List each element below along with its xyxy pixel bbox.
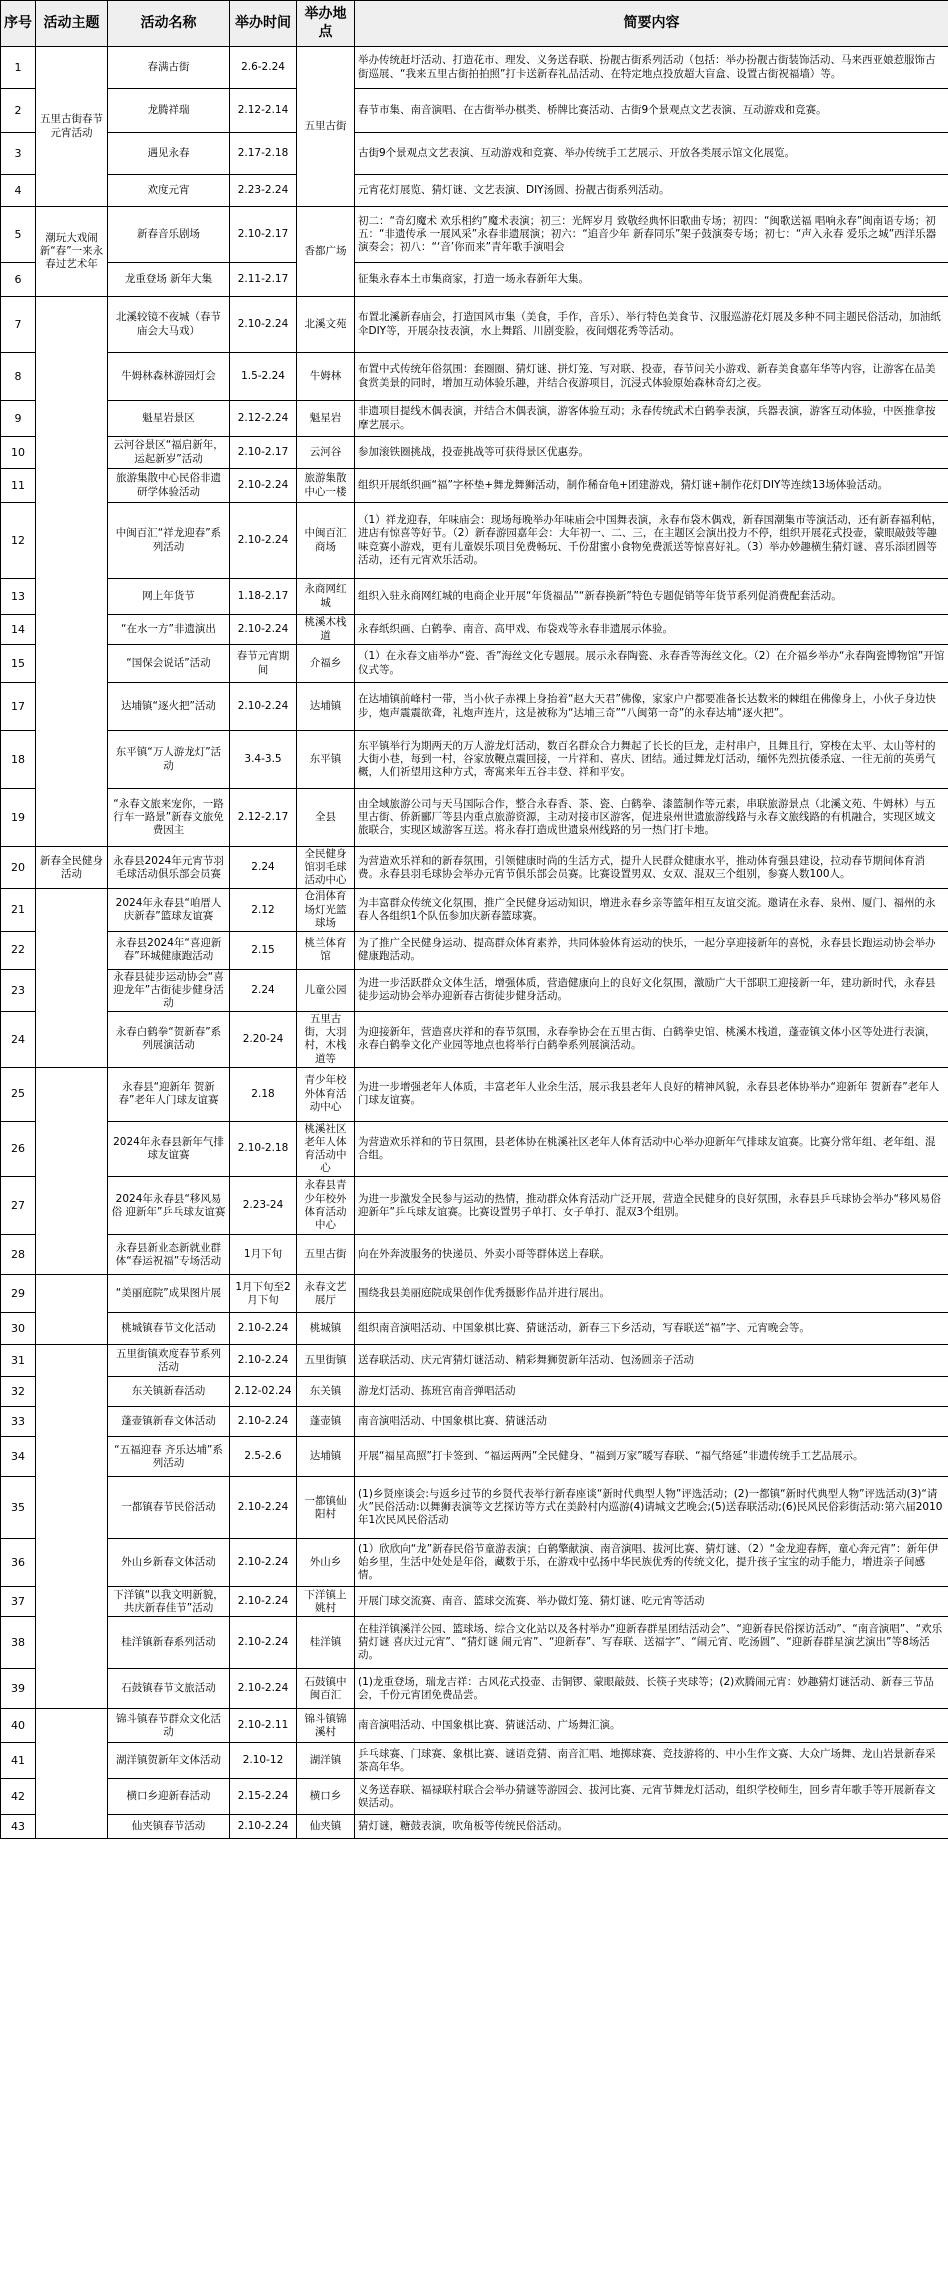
activity-description: 开展门球交流赛、南音、篮球交流赛、举办做灯笼、猜灯谜、吃元宵等活动 [355,1587,948,1617]
theme-cell [36,1709,108,1839]
activity-place: 达埔镇 [297,683,355,731]
activity-name: 仙夹镇春节活动 [108,1815,230,1839]
row-number: 32 [1,1377,36,1407]
activity-name: 魁星岩景区 [108,401,230,437]
activity-time: 2.18 [230,1067,297,1121]
activity-time: 3.4-3.5 [230,731,297,789]
theme-cell: 五里古街春节元宵活动 [36,47,108,207]
activity-time: 2.24 [230,969,297,1011]
table-body [1,47,948,1839]
activity-name: 桃城镇春节文化活动 [108,1313,230,1345]
table-row [1,1743,948,1779]
activity-description: 元宵花灯展览、猜灯谜、文艺表演、DIY汤圆、扮靓古街系列活动。 [355,175,948,207]
activity-name: 达埔镇“逐火把”活动 [108,683,230,731]
activity-place: 石鼓镇中闽百汇 [297,1669,355,1709]
activity-place: 达埔镇 [297,1437,355,1477]
activity-place: 桃兰体育馆 [297,931,355,969]
table-row [1,1275,948,1313]
activity-description: (1)乡贤座谈会:与返乡过节的乡贤代表举行新春座谈“新时代典型人物”评选活动；(2)一都镇“新时代典型人物”评选活动(3)“请火”民俗活动:以舞狮表演等文艺探访等方式在美龄村内巡游(4)请城文艺晚会;(5)送春联活动;(6)民风民俗彩街活动:第六届2010年1次民风民俗活动 [355,1477,948,1539]
activity-description: 春节市集、南音演唱、在古街举办棋类、桥牌比赛活动、古街9个景观点文艺表演、互动游戏和竞赛。 [355,89,948,133]
activity-name: 龙腾祥瑞 [108,89,230,133]
row-number: 43 [1,1815,36,1839]
activity-place: 牛姆林 [297,353,355,401]
activity-time: 2.10-2.18 [230,1121,297,1177]
activity-name: 湖洋镇贺新年文体活动 [108,1743,230,1779]
table-header-row [1,1,948,47]
table-row [1,789,948,847]
activity-name: 牛姆林森林游园灯会 [108,353,230,401]
activity-description: 送春联活动、庆元宵猜灯谜活动、精彩舞狮贺新年活动、包汤圆亲子活动 [355,1345,948,1377]
activity-place: 永春文艺展厅 [297,1275,355,1313]
activity-description: 猜灯谜，糖鼓表演，吹角板等传统民俗活动。 [355,1815,948,1839]
header-no: 序号 [1,1,36,47]
activity-description: 开展“福星高照”打卡签到、“福运两两”全民健身、“福到万家”暖写春联、“福气络延”非遗传统手工艺品展示。 [355,1437,948,1477]
row-number: 42 [1,1779,36,1815]
header-time: 举办时间 [230,1,297,47]
activity-description: 南音演唱活动、中国象棋比赛、猜谜活动、广场舞汇演。 [355,1709,948,1743]
activity-time: 2.10-2.24 [230,615,297,645]
row-number: 11 [1,469,36,503]
activity-place: 五里古街，大羽村，木栈道等 [297,1012,355,1068]
table-row [1,579,948,615]
activity-time: 2.24 [230,847,297,889]
activity-place: 魁星岩 [297,401,355,437]
activity-place: 云河谷 [297,437,355,469]
activity-name: 永春县“迎新年 贺新春”老年人门球友谊赛 [108,1067,230,1121]
activity-place: 桃溪木栈道 [297,615,355,645]
activity-time: 1月下旬 [230,1235,297,1275]
row-number: 15 [1,645,36,683]
activity-description: 在达埔镇前峰村一带，当小伙子赤裸上身抬着“赵大天君”佛像，家家户户都要准备长达数米的棘组在佛像身上，小伙子身边快步，炮声震震欲聋，礼炮声连片，这是被称为“达埔三奇”“八闽第一奇”的永春达埔“逐火把”。 [355,683,948,731]
activity-name: 新春音乐剧场 [108,207,230,263]
activity-description: 为进一步激发全民参与运动的热情，推动群众体育活动广泛开展，营造全民健身的良好氛围，永春县乒乓球协会举办“移风易俗 迎新年”乒乓球友谊赛。比赛设置男子单打、女子单打、混双3个组别。 [355,1177,948,1235]
activity-name: 永春白鹤拳“贺新春”系列展演活动 [108,1012,230,1068]
activity-time: 2.10-2.24 [230,1815,297,1839]
activity-place: 横口乡 [297,1779,355,1815]
activity-place: 五里古街 [297,1235,355,1275]
activity-time: 2.10-2.24 [230,503,297,579]
activity-description: 为进一步活跃群众文体生活，增强体质，营造健康向上的良好文化氛围，激励广大干部职工迎接新一年，建功新时代，永春县徒步运动协会举办迎新春古街徒步健身活动。 [355,969,948,1011]
activity-name: 遇见永春 [108,133,230,175]
row-number: 22 [1,931,36,969]
row-number: 17 [1,683,36,731]
theme-cell [36,297,108,847]
activity-description: 为迎接新年，营造喜庆祥和的春节氛围，永春拳协会在五里古街、白鹤拳史馆、桃溪木栈道，蓬壶镇文体小区等处进行表演，永春白鹤拳文化产业园等地点也将举行白鹤拳系列展演活动。 [355,1012,948,1068]
table-row [1,1012,948,1068]
activity-time: 2.10-2.24 [230,469,297,503]
activity-name: 旅游集散中心民俗非遗研学体验活动 [108,469,230,503]
activity-description: 在桂洋镇溪洋公园、篮球场、综合文化站以及各村举办“迎新春群星团结活动会”、“迎新春民俗探访活动”、“南音演唱”、“欢乐猜灯谜 喜庆过元宵”、“猜灯谜 闹元宵”、“迎新春”、写春联、送福字”、“闹元宵、吃汤圆”、“迎新春群星演艺演出”等8场活动。 [355,1617,948,1669]
activity-description: （1）在永春文庙举办“瓷、香”海丝文化专题展。展示永春陶瓷、永春香等海丝文化。（2）在介福乡举办“永春陶瓷博物馆”开馆仪式等。 [355,645,948,683]
row-number: 12 [1,503,36,579]
row-number: 29 [1,1275,36,1313]
row-number: 34 [1,1437,36,1477]
table-row [1,1377,948,1407]
activity-place: 东关镇 [297,1377,355,1407]
row-number: 19 [1,789,36,847]
activity-time: 2.6-2.24 [230,47,297,89]
activity-description: 组织入驻永商网红城的电商企业开展“年货福品”“新春换新”特色专题促销等年货节系列促消费配套活动。 [355,579,948,615]
activity-description: 布置中式传统年俗氛围：套圈圈、猜灯谜、拼灯笼、写对联、投壶，春节问关小游戏、新春美食嘉年华等内容，让游客在品美食赏美景的同时，增加互动体验乐趣，并结合夜游项目，沉浸式体验原始森林奇幻之夜。 [355,353,948,401]
activity-time: 2.10-2.24 [230,1313,297,1345]
row-number: 39 [1,1669,36,1709]
activity-time: 2.23-2.24 [230,175,297,207]
activity-time: 1月下旬至2月下旬 [230,1275,297,1313]
activity-time: 1.5-2.24 [230,353,297,401]
table-row [1,1617,948,1669]
activity-description: 乒乓球赛、门球赛、象棋比赛、谜语竞猜、南音汇唱、地掷球赛、竞技游将的、中小生作文赛、大众广场舞、龙山岩景新春采茶高年华。 [355,1743,948,1779]
activity-place: 桃溪社区老年人体育活动中心 [297,1121,355,1177]
activity-name: 欢度元宵 [108,175,230,207]
activity-name: 东平镇“万人游龙灯”活动 [108,731,230,789]
row-number: 13 [1,579,36,615]
table-row [1,89,948,133]
table-row [1,969,948,1011]
table-row [1,207,948,263]
activity-time: 2.20-24 [230,1012,297,1068]
activity-description: (1）欣欣向“龙”新春民俗节童游表演；白鹤擎献演、南音演唱、拔河比赛、猜灯谜、（2）“金龙迎春辉，童心奔元宵”：新年伊始乡里，生活中处处是年俗，藏数于乐，在游戏中弘扬中华民族优秀的传统文化，提升孩子宝宝的动手能力，增进亲子间感情。 [355,1539,948,1587]
row-number: 10 [1,437,36,469]
activity-name: 下洋镇“以我文明新貌，共庆新春佳节”活动 [108,1587,230,1617]
activity-place: 五里古街 [297,47,355,207]
activity-time: 2.10-2.24 [230,1669,297,1709]
activity-time: 2.12-2.24 [230,401,297,437]
activity-time: 2.10-2.24 [230,1587,297,1617]
table-row [1,683,948,731]
activity-name: 蓬壶镇新春文体活动 [108,1407,230,1437]
table-row [1,1407,948,1437]
table-row [1,175,948,207]
activity-description: 围绕我县美丽庭院成果创作优秀摄影作品并进行展出。 [355,1275,948,1313]
activity-description: 游龙灯活动、拣班宫南音弹唱活动 [355,1377,948,1407]
activity-place: 桂洋镇 [297,1617,355,1669]
activity-name: 永春县徒步运动协会“喜迎龙年”古街徒步健身活动 [108,969,230,1011]
activity-description: (1)龙重登场，瑞龙吉祥：古风花式投壶、击铜锣、蒙眼敲鼓、长筷子夹球等；(2)欢腾闹元宵：妙趣猜灯谜活动、新春三节品会，千份元宵团免费品尝。 [355,1669,948,1709]
table-row [1,297,948,353]
table-row [1,401,948,437]
table-row [1,1437,948,1477]
activity-time: 2.23-24 [230,1177,297,1235]
activity-name: 桂洋镇新春系列活动 [108,1617,230,1669]
activity-description: 为营造欢乐祥和的节日氛围，县老体协在桃溪社区老年人体育活动中心举办迎新年气排球友谊赛。比赛分常年组、老年组、混合组。 [355,1121,948,1177]
row-number: 5 [1,207,36,263]
activity-place: 永商网红城 [297,579,355,615]
table-row [1,1477,948,1539]
activity-time: 2.10-2.24 [230,297,297,353]
activity-name: 五里街镇欢度春节系列活动 [108,1345,230,1377]
activity-place: 旅游集散中心一楼 [297,469,355,503]
activity-description: 举办传统赶圩活动、打造花市、理发、义务送春联、扮靓古街系列活动（包括：举办扮靓古街装饰活动、马来西亚娘惹服饰古街巡展、“我来五里古街拍拍照”打卡送新春礼品活动、在特定地点投放超大盲盒、设置古街祝福墙）等。 [355,47,948,89]
header-place: 举办地点 [297,1,355,47]
activity-name: 春满古街 [108,47,230,89]
table-row [1,615,948,645]
activity-time: 2.12-2.14 [230,89,297,133]
activity-name: 2024年永春县新年气排球友谊赛 [108,1121,230,1177]
theme-cell: 新春全民健身活动 [36,847,108,889]
row-number: 37 [1,1587,36,1617]
activity-place: 北溪文苑 [297,297,355,353]
table-row [1,133,948,175]
row-number: 28 [1,1235,36,1275]
row-number: 25 [1,1067,36,1121]
row-number: 30 [1,1313,36,1345]
activity-time: 2.10-2.11 [230,1709,297,1743]
row-number: 36 [1,1539,36,1587]
header-theme: 活动主题 [36,1,108,47]
row-number: 4 [1,175,36,207]
activity-name: 云河谷景区“福启新年，运起新岁”活动 [108,437,230,469]
activity-description: 参加滚铁圈挑战，投壶挑战等可获得景区优惠券。 [355,437,948,469]
theme-cell [36,889,108,1067]
row-number: 14 [1,615,36,645]
activity-description: 非遗项目提线木偶表演，并结合木偶表演，游客体验互动；永春传统武术白鹤拳表演，兵器表演，游客互动体验，中医推拿按摩艺展示。 [355,401,948,437]
activity-description: 向在外奔波服务的快递员、外卖小哥等群体送上春联。 [355,1235,948,1275]
table-row [1,1067,948,1121]
activity-description: 为了推广全民健身运动、提高群众体育素养，共同体验体育运动的快乐，一起分享迎接新年的喜悦，永春县长跑运动协会举办健康跑活动。 [355,931,948,969]
activity-time: 2.15-2.24 [230,1779,297,1815]
activity-time: 2.10-2.24 [230,1407,297,1437]
table-row [1,731,948,789]
activity-place: 儿童公园 [297,969,355,1011]
activity-time: 2.5-2.6 [230,1437,297,1477]
activity-place: 蓬壶镇 [297,1407,355,1437]
table-row [1,889,948,931]
header-name: 活动名称 [108,1,230,47]
row-number: 26 [1,1121,36,1177]
table-row [1,1815,948,1839]
activity-place: 五里街镇 [297,1345,355,1377]
activity-description: 组织南音演唱活动、中国象棋比赛、猜谜活动，新春三下乡活动，写春联送“福”字、元宵晚会等。 [355,1313,948,1345]
activity-time: 2.10-2.24 [230,1477,297,1539]
table-row [1,1121,948,1177]
activity-place: 湖洋镇 [297,1743,355,1779]
activity-time: 2.10-2.24 [230,1539,297,1587]
row-number: 2 [1,89,36,133]
activity-name: 一都镇春节民俗活动 [108,1477,230,1539]
activity-description: 南音演唱活动、中国象棋比赛、猜谜活动 [355,1407,948,1437]
activity-time: 2.17-2.18 [230,133,297,175]
row-number: 23 [1,969,36,1011]
theme-cell [36,1345,108,1709]
activity-name: 2024年永春县“咱厝人 庆新春”篮球友谊赛 [108,889,230,931]
table-row [1,1587,948,1617]
row-number: 9 [1,401,36,437]
activity-description: 组织开展纸织画“福”字杯垫+舞龙舞狮活动，制作稀奋龟+团建游戏，猜灯谜+制作花灯DIY等连续13场体验活动。 [355,469,948,503]
activity-place: 仓涓体育场灯光篮球场 [297,889,355,931]
row-number: 31 [1,1345,36,1377]
activity-name: 龙重登场 新年大集 [108,263,230,297]
activity-description: 为营造欢乐祥和的新春氛围，引领健康时尚的生活方式，提升人民群众健康水平，推动体育强县建设，拉动春节期间体育消费。永春县羽毛球协会举办元宵节俱乐部会员赛。比赛设置男双、女双、混双三个组别，参赛人数100人。 [355,847,948,889]
activity-name: 中闽百汇“祥龙迎春”系列活动 [108,503,230,579]
table-row [1,1669,948,1709]
activity-description: 初二：“奇幻魔术 欢乐相约”魔术表演；初三：光辉岁月 致敬经典怀旧歌曲专场；初四：“闽歌送福 唱响永春”闽南语专场；初五：“非遗传承 一展风采”永春非遗展演；初六：“追音少年 新春同乐”架子鼓演奏专场；初七：“声入永春 爱乐之城”西洋乐器演奏会；初八：“‘音’你而来”青年歌手演唱会 [355,207,948,263]
activity-time: 2.12-2.17 [230,789,297,847]
activity-time: 2.11-2.17 [230,263,297,297]
activity-description: 征集永春本土市集商家，打造一场永春新年大集。 [355,263,948,297]
activity-name: 北溪较镜不夜城（春节庙会大马戏） [108,297,230,353]
row-number: 40 [1,1709,36,1743]
table-row [1,847,948,889]
activity-place: 全民健身馆羽毛球活动中心 [297,847,355,889]
row-number: 33 [1,1407,36,1437]
table-row [1,353,948,401]
activity-description: 义务送春联、福禄联村联合会举办猜谜等游园会、拔河比赛、元宵节舞龙灯活动，组织学校师生，回乡青年歌手等开展新春文娱活动。 [355,1779,948,1815]
row-number: 8 [1,353,36,401]
row-number: 1 [1,47,36,89]
row-number: 7 [1,297,36,353]
row-number: 18 [1,731,36,789]
activity-name: 2024年永春县“移风易俗 迎新年”乒乓球友谊赛 [108,1177,230,1235]
table-row [1,1313,948,1345]
table-row [1,931,948,969]
activity-name: “在水一方”非遗演出 [108,615,230,645]
activity-name: 网上年货节 [108,579,230,615]
activity-name: 东关镇新春活动 [108,1377,230,1407]
table-row [1,1345,948,1377]
table-row [1,1177,948,1235]
activity-time: 2.10-12 [230,1743,297,1779]
activity-name: 锦斗镇春节群众文化活动 [108,1709,230,1743]
activity-description: （1）祥龙迎春，年味庙会：现场每晚举办年味庙会中国舞表演，永春布袋木偶戏，新春国潮集市等演活动，还有新春福利帖，进店有惊喜等好节。（2）新春游园嘉年会：大年初一、二、三，在主题区会演出投力不停，组织开展花式投壶，蒙眼敲鼓等趣味竞赛小游戏，更有儿童娱乐项目免费畅玩、千份甜蜜小食物免费派送等惊喜好礼。（3）举办妙趣横生猜灯谜、喜乐添团圆等活动，还有元宵欢乐活动。 [355,503,948,579]
table-row [1,1539,948,1587]
activity-place: 永春县青少年校外体育活动中心 [297,1177,355,1235]
header-desc: 简要内容 [355,1,948,47]
activity-place: 下洋镇上姚村 [297,1587,355,1617]
activity-place: 青少年校外体育活动中心 [297,1067,355,1121]
table-row [1,503,948,579]
activity-description: 永春纸织画、白鹤拳、南音、高甲戏、布袋戏等永春非遗展示体验。 [355,615,948,645]
activity-description: 东平镇举行为期两天的万人游龙灯活动，数百名群众合力舞起了长长的巨龙，走村串户，且舞且行，穿梭在太平、太山等村的大街小巷，每到一村，谷家放鞭点震回接，一片祥和、喜庆、团结。通过舞龙灯活动，缅怀先烈抗倭杀寇、一往无前的英勇气概，人们祈望用这种方式，寄寓来年五谷丰登、祥和平安。 [355,731,948,789]
activity-place: 东平镇 [297,731,355,789]
activity-description: 由全域旅游公司与天马国际合作，整合永春香、茶、瓷、白鹤拳、漆篮制作等元素，串联旅游景点（北溪文苑、牛姆林）与五里古街、侨新郦厂等县内重点旅游资源，主动对接市区游客，促进泉州世遗旅游线路与永春文旅线路的有机融合，实现区域文旅联合，实现区域游客互送。将永春打造成世遗泉州线路的另一热门打卡地。 [355,789,948,847]
theme-cell [36,1067,108,1275]
table-row [1,1709,948,1743]
row-number: 24 [1,1012,36,1068]
activity-place: 一都镇仙阳村 [297,1477,355,1539]
table-row [1,645,948,683]
row-number: 6 [1,263,36,297]
activity-place: 中闽百汇商场 [297,503,355,579]
row-number: 3 [1,133,36,175]
activity-description: 为丰富群众传统文化氛围，推广全民健身运动知识，增进永春乡亲等篮年相互友谊交流。邀请在永春、泉州、厦门、福州的永春人各组织1个队伍参加庆新春篮球赛。 [355,889,948,931]
activity-name: “五福迎春 齐乐达埔”系列活动 [108,1437,230,1477]
activity-place: 外山乡 [297,1539,355,1587]
activity-time: 春节元宵期间 [230,645,297,683]
activity-time: 2.10-2.24 [230,683,297,731]
activity-description: 古街9个景观点文艺表演、互动游戏和竞赛、举办传统手工艺展示、开放各类展示馆文化展览。 [355,133,948,175]
activity-time: 2.12-02.24 [230,1377,297,1407]
activity-name: 永春县新业态新就业群体“春运祝福”专场活动 [108,1235,230,1275]
activity-name: 横口乡迎新春活动 [108,1779,230,1815]
activity-time: 2.15 [230,931,297,969]
activity-place: 锦斗镇锦溪村 [297,1709,355,1743]
activity-time: 2.10-2.17 [230,437,297,469]
theme-cell: 潮玩大戏闹新“春”一来永春过艺术年 [36,207,108,297]
activity-time: 2.10-2.17 [230,207,297,263]
table-row [1,47,948,89]
activity-name: 石鼓镇春节文旅活动 [108,1669,230,1709]
row-number: 20 [1,847,36,889]
activity-place: 桃城镇 [297,1313,355,1345]
activity-name: “国保会说话”活动 [108,645,230,683]
activity-name: “美丽庭院”成果图片展 [108,1275,230,1313]
activity-place: 介福乡 [297,645,355,683]
activity-name: 永春县2024年元宵节羽毛球活动俱乐部会员赛 [108,847,230,889]
activity-name: “永春文旅来宠你，一路行车一路景”新春文旅免费因主 [108,789,230,847]
row-number: 21 [1,889,36,931]
table-row [1,469,948,503]
table-row [1,1779,948,1815]
row-number: 27 [1,1177,36,1235]
activity-description: 为进一步增强老年人体质，丰富老年人业余生活，展示我县老年人良好的精神风貌，永春县老体协举办“迎新年 贺新春”老年人门球友谊赛。 [355,1067,948,1121]
activity-time: 2.10-2.24 [230,1345,297,1377]
activity-time: 2.12 [230,889,297,931]
table-row [1,1235,948,1275]
activity-description: 布置北溪新春庙会，打造国风市集（美食，手作，音乐）、举行特色美食节、汉服巡游花灯展及多种不同主题民俗活动，加油纸伞DIY等，开展杂技表演，水上舞蹈、川剧变脸，夜间烟花秀等活动。 [355,297,948,353]
table-row [1,263,948,297]
activity-place: 全县 [297,789,355,847]
activity-name: 外山乡新春文体活动 [108,1539,230,1587]
activity-name: 永春县2024年“喜迎新春”环城健康跑活动 [108,931,230,969]
activity-place: 仙夹镇 [297,1815,355,1839]
activity-time: 2.10-2.24 [230,1617,297,1669]
theme-cell [36,1275,108,1345]
table-row [1,437,948,469]
row-number: 35 [1,1477,36,1539]
activity-time: 1.18-2.17 [230,579,297,615]
activity-place: 香都广场 [297,207,355,297]
row-number: 41 [1,1743,36,1779]
row-number: 38 [1,1617,36,1669]
